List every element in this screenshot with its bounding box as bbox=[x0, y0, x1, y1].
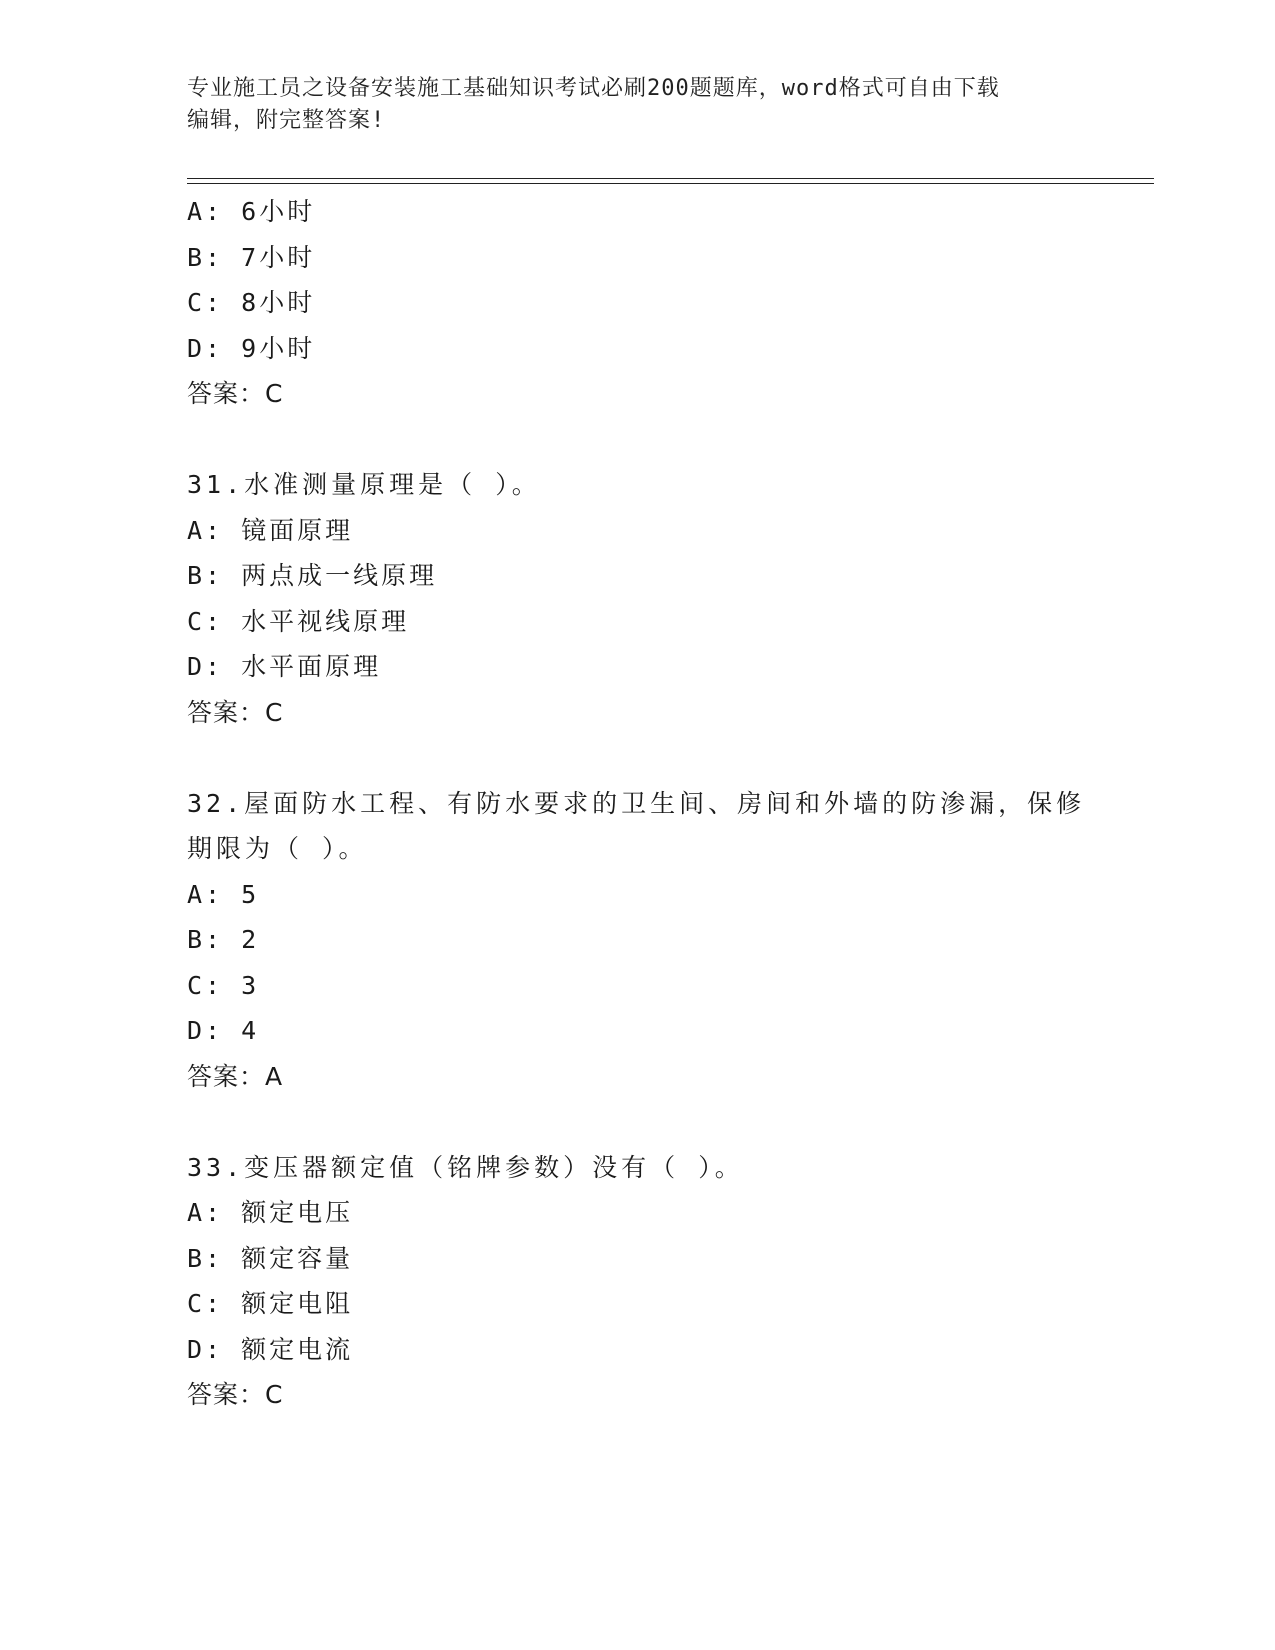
option-b: B: 7小时 bbox=[187, 242, 316, 272]
option-a: A: 5 bbox=[187, 879, 260, 909]
question-stem: 31.水准测量原理是（ ）。 bbox=[187, 470, 541, 499]
option-b: B: 2 bbox=[187, 925, 260, 954]
question-stem-line-1: 32.屋面防水工程、有防水要求的卫生间、房间和外墙的防渗漏，保修 bbox=[187, 788, 1086, 818]
spacer bbox=[187, 735, 1107, 781]
option-d: D: 水平面原理 bbox=[187, 652, 382, 681]
option-c: C: 额定电阻 bbox=[187, 1289, 354, 1318]
answer-line: 答案：C bbox=[187, 697, 284, 727]
spacer bbox=[187, 417, 1107, 463]
question-31 bbox=[187, 462, 1107, 735]
answer-line: 答案：A bbox=[187, 1061, 284, 1091]
answer-line: 答案：C bbox=[187, 1380, 284, 1409]
document-header bbox=[187, 73, 1087, 137]
option-d: D: 4 bbox=[187, 1016, 260, 1045]
question-stem: 33.变压器额定值（铭牌参数）没有（ ）。 bbox=[187, 1152, 744, 1182]
header-rule-bottom bbox=[187, 183, 1154, 184]
question-30-continuation bbox=[187, 189, 1107, 417]
option-c: C: 8小时 bbox=[187, 288, 316, 317]
option-c: C: 水平视线原理 bbox=[187, 606, 410, 636]
option-c: C: 3 bbox=[187, 970, 260, 1000]
question-33 bbox=[187, 1145, 1107, 1418]
option-d: D: 9小时 bbox=[187, 333, 316, 363]
answer-line: 答案：C bbox=[187, 379, 284, 408]
header-line-2: 编辑，附完整答案! bbox=[187, 108, 386, 133]
option-d: D: 额定电流 bbox=[187, 1334, 354, 1364]
option-a: A: 额定电压 bbox=[187, 1198, 354, 1227]
spacer bbox=[187, 1099, 1107, 1145]
option-b: B: 额定容量 bbox=[187, 1243, 354, 1273]
question-list bbox=[187, 189, 1107, 1418]
option-a: A: 镜面原理 bbox=[187, 515, 354, 545]
option-a: A: 6小时 bbox=[187, 197, 316, 226]
question-32 bbox=[187, 781, 1107, 1100]
option-b: B: 两点成一线原理 bbox=[187, 561, 438, 590]
header-rule-top bbox=[187, 178, 1154, 179]
header-line-1: 专业施工员之设备安装施工基础知识考试必刷200题题库，word格式可自由下载 bbox=[187, 76, 1000, 101]
question-stem-line-2: 期限为（ ）。 bbox=[187, 834, 368, 863]
